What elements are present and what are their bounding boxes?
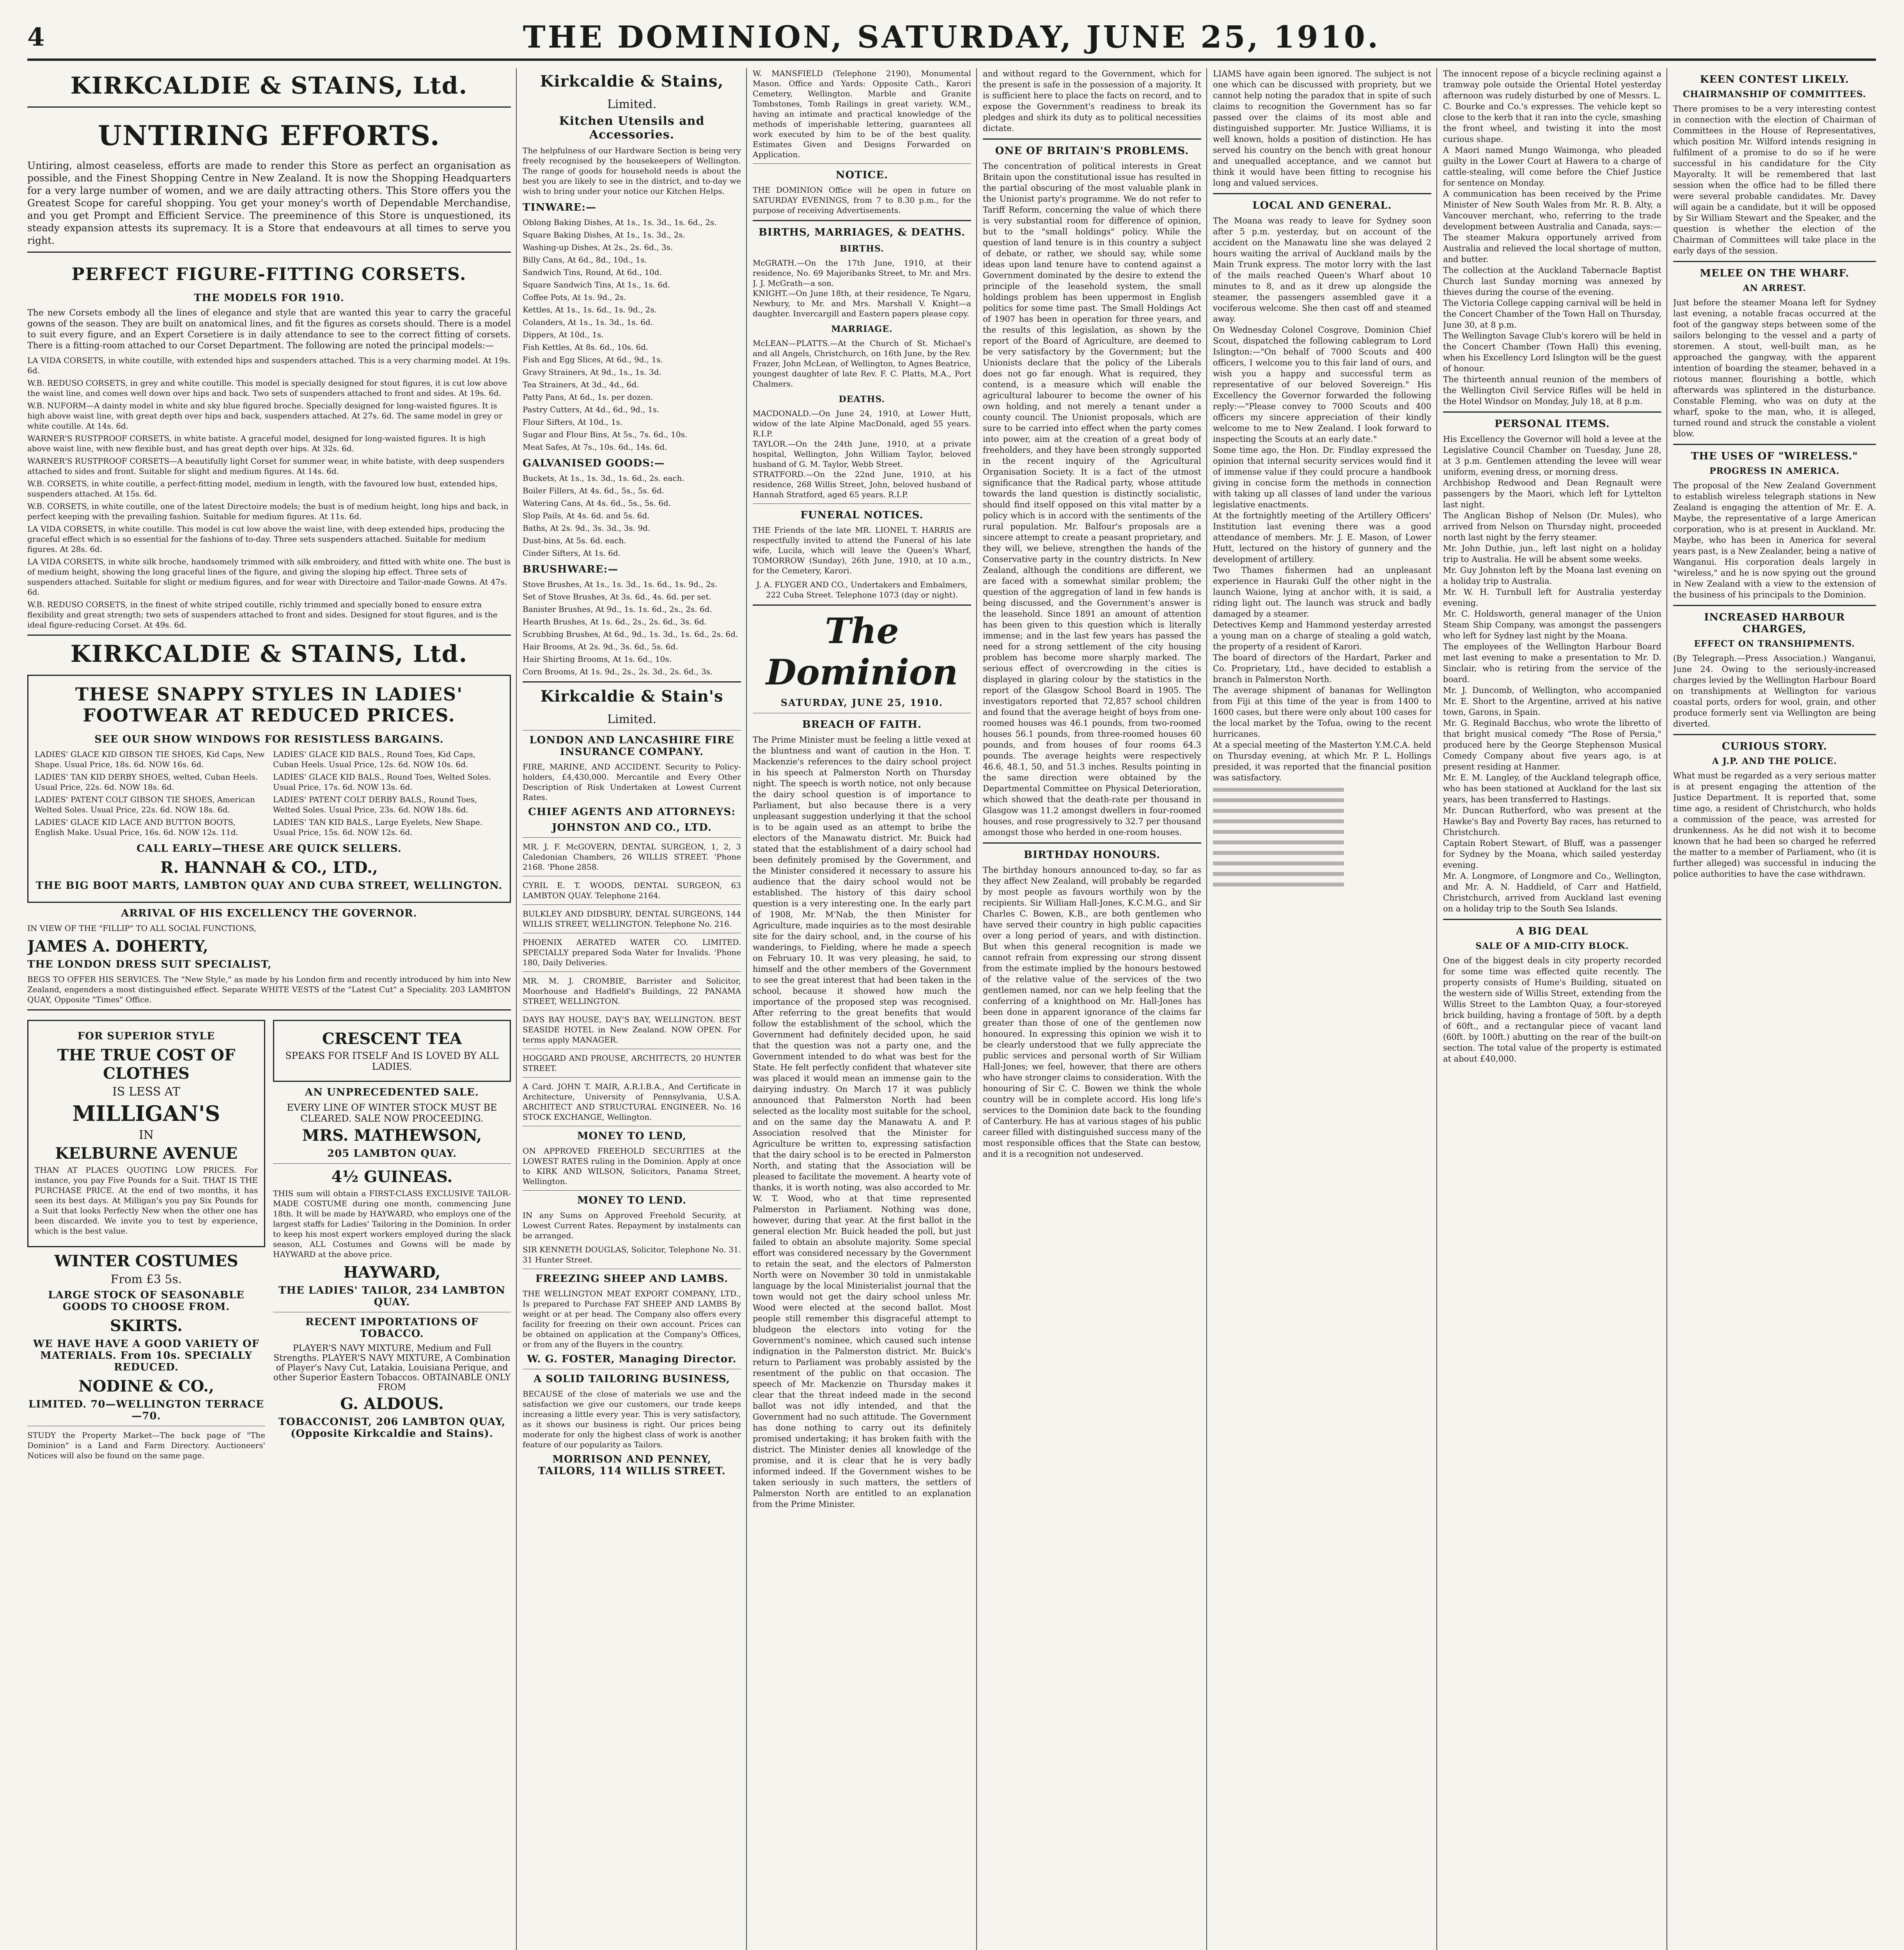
dominion-date: SATURDAY, JUNE 25, 1910. [780,697,943,708]
funeral-title: FUNERAL NOTICES. [800,509,924,521]
corset-item: W.B. REDUSO CORSETS, in grey and white coutille. This model is specially designed for stout figures, it is cut low above the waist line, and comes well down over hips and back. Two sets of suspenders attached to front and sides. At 19s. 6d. [27,378,507,398]
crombie-card: MR. M. J. CROMBIE, Barrister and Solicitor, Moorhouse and Hadfield's Buildings, 22 PANAMA STREET, WELLINGTON. [523,976,741,1006]
kitchen-body: The helpfulness of our Hardware Section is being very freely recognised by the housekeepers of Wellington. The range of goods for household needs is about the best you are likely to see in the district, and to-day we wish to bring under your notice our Kitchen Helps. [523,146,741,196]
column-kirkcaldie-ads [27,68,511,1950]
footwear-item: LADIES' GLACE KID BALS., Round Toes, Welted Soles. Usual Price, 17s. 6d. NOW 13s. 6d. [273,772,491,792]
divider [523,1190,741,1191]
masthead [27,16,1876,61]
brush-item: Banister Brushes, At 9d., 1s. 1s. 6d., 2s., 2s. 6d. [523,604,712,614]
divider [753,503,971,504]
local-body: The Moana was ready to leave for Sydney soon after 5 p.m. yesterday, but on account of the accident on the Manawatu line she was delayed 2 hours waiting the arrival of Auckland mails by the Main Trunk express. The motor lorry with the last of the mails reached Queen's Wharf about 10 minutes to 8, and as it drew up alongside the steamer, the passengers assembled gave it a vociferous welcome. She then cast off and steamed away. On Wednesday Colonel Cosgrove, Dominion Chief Scout, dispatched the following cablegram to Lord Islington:—"On behalf of 7000 Scouts and 400 officers, I welcome you to this fair land of ours, and wish you a happy and successful term as representative of our beloved Sovereign." His Excellency the Governor forwarded the following reply:—"Please convey to 7000 Scouts and 400 officers my sincere appreciation of their kindly welcome to me to New Zealand. I look forward to inspecting the Scouts at an early date." Some time ago, the Hon. Dr. Findlay expressed the opinion that internal security services would find it of immense value if they could procure a handbook giving in concise form the methods in connection with taking up all classes of land under the various legislative enactments. At the fortnightly meeting of the Artillery Officers' Institution last evening there was a good attendance of members. Mr. J. E. Mason, of Lower Hutt, lectured on the history of gunnery and the development of artillery. Two Thames fishermen had an unpleasant experience in Hauraki Gulf the other night in the launch Waione, lying at anchor with, it is said, a riding light out. The launch was struck and badly damaged by a steamer. Detectives Kemp and Hammond yesterday arrested a young man on a charge of stealing a gold watch, the property of a resident of Karori. The board of directors of the Hardart, Parker and Co. Proprietary, Ltd., have decided to establish a branch in Palmerston North. The average shipment of bananas for Wellington from Fiji at this time of the year is from 1400 to 1600 cases, but there were only about 100 cases for the local market by the Tofua, owing to the recent hurricanes. At a special meeting of the Masterton Y.M.C.A. held on Thursday evening, at which Mr. P. L. Hollings presided, it was reported that the financial position was satisfactory. [1213,216,1431,782]
corset-item: W.B. NUFORM—A dainty model in white and sky blue figured broche. Specially designed for long-waisted figures. It is high above waist line, with great depth over hips and back, suspenders attached. At 27s. 6d. The same model in grey or white coutille. At 14s. 6d. [27,401,502,431]
money-title: MONEY TO LEND, [577,1130,687,1142]
contest-title: KEEN CONTEST LIKELY. [1700,74,1849,85]
melee-body: Just before the steamer Moana left for Sydney last evening, a notable fracas occurred at the foot of the gangway steps between some of the sailors belonging to the vessel and a party of storemen. A stout, well-built man, as he approached the gangway, with the apparent intention of boarding the steamer, behaved in a riotous manner, flourishing a bottle, which afterwards was splintered in the disturbance. Constable Fleming, who was on duty at the wharf, spoke to the man, who, it is alleged, turned round and struck the constable a violent blow. [1673,298,1876,438]
milligan-in: IN [138,1128,154,1142]
divider [753,604,971,606]
column-rule [1436,68,1437,1950]
aldous-name: G. ALDOUS. [340,1395,444,1413]
kitchen-title: Kitchen Utensils and Accessories. [559,114,705,142]
wireless-body: The proposal of the New Zealand Government to establish wireless telegraph stations in New Zealand is engaging the attention of Mr. E. A. Maybe, the representative of a large American corporation, who is at present in Auckland. Mr. Maybe, who has been in America for several years past, is a New Zealander, being a native of Wanganui. His corporation deals largely in "wireless," and he is now spying out the ground in New Zealand with a view to the extension of the business of his principals to the Dominion. [1673,481,1876,599]
footwear-item: LADIES' TAN KID BALS., Large Eyelets, New Shape. Usual Price, 15s. 6d. NOW 12s. 6d. [273,817,483,837]
milligan-less: IS LESS AT [112,1085,180,1099]
meat-export-body: THE WELLINGTON MEAT EXPORT COMPANY, LTD., Is prepared to Purchase FAT SHEEP AND LAMBS By weight or at per head. The Company also offers every facility for freezing on their own account. Prices can be obtained on application at the Company's Offices, or from any of the Buyers in the country. [523,1289,741,1349]
guineas-body: THIS sum will obtain a FIRST-CLASS EXCLUSIVE TAILOR-MADE COSTUME during one month, commencing June 18th. It will be made by HAYWARD, who employs one of the largest staffs for Ladies' Tailoring in the Dominion. In order to keep his most expert workers employed during the slack season, ALL Costumes and Gowns will be made by HAYWARD at the above price. [273,1189,511,1259]
corset-item: WARNER'S RUSTPROOF CORSETS, in white batiste. A graceful model, designed for long-waisted figures. It is high above waist line, with new flexible bust, and has great depth over hips. At 32s. 6d. [27,434,486,453]
woods-card: CYRIL E. T. WOODS, DENTAL SURGEON, 63 LAMBTON QUAY. Telephone 2164. [523,881,741,900]
tinware-item: Washing-up Dishes, At 2s., 2s. 6d., 3s. [523,243,673,252]
birthday-body: The birthday honours announced to-day, so far as they affect New Zealand, will probably be regarded by most people as favours worthily won by the recipients. Sir William Hall-Jones, K.C.M.G., and Sir Charles C. Bowen, K.B., are both gentlemen who have served their country in high public capacities over a long period of years, and with distinction. But when this general recognition is made we cannot refrain from expressing our strong dissent from the estimate implied by the honours bestowed of the relative value of the services of the two gentlemen named, nor can we help feeling that the conferring of a knighthood on Mr. Hall-Jones has been done in apparent ignorance of the claims far greater than those of one of the gentlemen now honoured. In expressing this opinion we wish it to be clearly understood that we fully appreciate the public services and personal worth of Sir William Hall-Jones; we feel, however, that there are others who have stronger claims to consideration. With the honouring of Sir C. C. Bowen we think the whole country will be in complete accord. His long life's services to the Dominion date back to the founding of Canterbury. He has at various stages of his public career filled with distinguished success many of the most responsible offices that the State can bestow, and it is a recognition not undeserved. [983,865,1201,1159]
skirts-title: SKIRTS. [110,1317,183,1335]
column-local-general [1213,68,1431,1950]
corset-item: LA VIDA CORSETS, in white silk broche, handsomely trimmed with silk embroidery, and fitted with white one. The bust is of medium height, showing the long graceful lines of the figure, and giving the sloping hip effect. Three sets of suspenders attached. Suitable for slight or medium figures, and for wear with Directoire and Tailor-made Gowns. At 47s. 6d. [27,557,511,597]
hayward-name: HAYWARD, [343,1263,441,1282]
footwear-item: LADIES' GLACE KID BALS., Round Toes, Kid Caps, Cuban Heels. Usual Price, 12s. 6d. NOW 10s. 6d. [273,750,476,769]
winter-from: From £3 5s. [110,1273,182,1286]
tobacco-body: PLAYER'S NAVY MIXTURE, Medium and Full Strengths. PLAYER'S NAVY MIXTURE, A Combination of Player's Navy Cut, Latakia, Louisiana Perique, and other Superior Eastern Tobaccos. OBTAINABLE ONLY FROM [273,1344,511,1392]
kirkcaldie-header: KIRKCALDIE & STAINS, Ltd. [70,72,468,99]
deaths-body: MACDONALD.—On June 24, 1910, at Lower Hutt, widow of the late Alpine MacDonald, aged 55 years. R.I.P. TAYLOR.—On the 24th June, 1910, at a private hospital, Wellington, John William Taylor, beloved husband of G. M. Taylor, Webb Street. STRATFORD.—On the 22nd June, 1910, at his residence, 268 Willis Street, John, beloved husband of Hannah Stratford, aged 65 years. R.I.P. [753,409,971,499]
tinware-item: Coffee Pots, At 1s. 9d., 2s. [523,292,626,302]
galv-item: Baths, At 2s. 9d., 3s. 3d., 3s. 9d. [523,523,651,533]
breach-body: The Prime Minister must be feeling a little vexed at the bluntness and want of caution in the Hon. T. Mackenzie's references to the dairy school project in his speech at Palmerston North on Thursday night. The speech is worth notice, not only because the dairy school question is of importance to Parliament, but also because there is a very unpleasant suggestion underlying it that the school is to be again used as an attempt to bribe the electors of the Manawatu district. Mr. Buick had stated that the establishment of a dairy school had been definitely promised by the Government, and the Minister considered it necessary to assure his audience that the dairy school would not be established. The history of this dairy school question is a very interesting one. In the early part of 1908, Mr. M'Nab, the then Minister for Agriculture, made inquiries as to the most desirable site for the dairy school, and, in the course of his wanderings, to Fielding, where he made a speech on February 10. It was very pleasing, he said, to himself and the other members of the Government to see the great interest that had been taken in the school, because it showed how much the importance of the proposed step was recognised. After referring to the great benefits that would follow the establishment of the school, which the Government had definitely decided upon, he said that the question was not a party one, and the Government intended to do what was best for the State. He felt perfectly confident that whatever site was placed it would mean an immense gain to the dairying industry. On March 17 it was publicly announced that Palmerston North had been selected as the locality most suitable for the school, and on the same day the Manawatu A. and P. Association resolved that the Minister for Agriculture be written to, expressing satisfaction that the dairy school is to be erected in Palmerston North, and stating that the Association will be pleased to facilitate the movement. A hearty vote of thanks, it is worth noting, was also accorded to Mr. W. T. Wood, who at that time represented Palmerston in Parliament. Nothing was done, however, during that year. At the first ballot in the general election Mr. Buick headed the poll, but just failed to obtain an absolute majority. Some special effort was considered necessary by the Government to retain the seat, and the electors of Palmerston North were on November 30 told in unmistakable language by the local Ministerialist journal that the town would not get the dairy school unless Mr. Wood were elected at the second ballot. Most people still remember this disgraceful attempt to bludgeon the electors into voting for the Government's nominee, which caused such intense indignation in the Palmerston district. Mr. Buick's return to Parliament was probably assisted by the resentment of the public on that occasion. The speech of Mr. Mackenzie on Thursday makes it clear that the threat indeed made in the second ballot was not idly intended, and that the Government had no such attitude. The Government has done nothing to carry out its definitely promised undertaking; it has broken faith with the district. The Minister denies all knowledge of the promise, and it is clear that he is very badly informed indeed. If the Government wishes to be taken seriously in such matters, the settlers of Palmerston North are entitled to an explanation from the Prime Minister. [753,735,971,1509]
dominion-title: The Dominion [766,610,958,693]
lower-ads-left [27,1015,265,1464]
footwear-title: THESE SNAPPY STYLES IN LADIES' FOOTWEAR AT REDUCED PRICES. [75,684,463,726]
column-rule [976,68,977,1950]
milligan-place: KELBURNE AVENUE [55,1144,238,1163]
agents-name: JOHNSTON AND CO., LTD. [552,822,712,833]
brush-head: BRUSHWARE:— [523,564,619,575]
divider [1213,193,1431,194]
big-deal-body: One of the biggest deals in city property recorded for some time was effected quite recently. The property consists of Hume's Building, situated on the western side of Willis Street, extending from the Willis Street to the Lambton Quay, a four-storeyed brick building, having a frontage of 50ft. by a depth of 60ft., and a rectangular piece of vacant land (60ft. by 100ft.) abutting on the rear of the built-on section. The total value of the property is estimated at about £40,000. [1443,956,1661,1064]
footwear-right [273,749,503,840]
footwear-call: CALL EARLY—THESE ARE QUICK SELLERS. [137,843,402,854]
divider [273,1163,511,1164]
corset-item: W.B. REDUSO CORSETS, in the finest of white striped coutille, richly trimmed and specially boned to ensure extra flexibility and great strength; two sets of suspenders attached to front and sides. Designed for stout figures, and is the ideal figure-reducing Corset. At 49s. 6d. [27,600,498,629]
tinware-item: Gravy Strainers, At 9d., 1s., 1s. 3d. [523,367,662,377]
brush-item: Scrubbing Brushes, At 6d., 9d., 1s. 3d., 1s. 6d., 2s. 6d. [523,629,738,639]
galv-item: Slop Pails, At 4s. 6d. and 5s. 6d. [523,511,650,520]
local-continued: The innocent repose of a bicycle reclining against a tramway pole outside the Oriental Hotel yesterday afternoon was rudely disturbed by one of Messrs. L. C. Bourke and Co.'s expresses. The vehicle kept so close to the kerb that it ran into the cycle, smashing the front wheel, and twisting it into the most curious shape. A Maori named Mungo Waimonga, who pleaded guilty in the Lower Court at Hawera to a charge of cattle-stealing, will come before the Chief Justice for sentence on Monday. A communication has been received by the Prime Minister of New South Wales from Mr. R. B. Alty, a Vancouver merchant, who, referring to the trade development between Australia and Canada, says:—The steamer Makura opportunely arrived from Australia and relieved the local shortage of mutton, and butter. The collection at the Auckland Tabernacle Baptist Church last Sunday morning was annexed by thieves during the course of the evening. The Victoria College capping carnival will be held in the Concert Chamber of the Town Hall on Thursday, June 30, at 8 p.m. The Wellington Savage Club's korero will be held in the Concert Chamber (Town Hall) this evening, when his Excellency Lord Islington will be the guest of honour. The thirteenth annual reunion of the members of the Wellington Civil Service Rifles will be held in the Hotel Windsor on Monday, July 18, at 8 p.m. [1443,69,1661,406]
kirk-limited-2: Limited. [607,713,657,726]
melee-sub: AN ARREST. [1743,283,1806,293]
contest-body: There promises to be a very interesting contest in connection with the election of Chairman of Committees in the House of Representatives, which position Mr. Wilford intends resigning in fulfilment of a promise to do so if he were successful in his candidature for the City Mayoralty. It will be remembered that last session when the office had to be filled there were several probable candidates. Mr. Davey will again be a candidate, but it will be opposed by Sir William Stewart and the Speaker, and the question is whether the election of the Chairman of Committees will take place in the early days of the session. [1673,104,1876,255]
sale-title: AN UNPRECEDENTED SALE. [305,1087,479,1098]
big-deal-title: A BIG DEAL [1516,925,1588,937]
winter-title: WINTER COSTUMES [54,1252,238,1270]
agents-title: CHIEF AGENTS AND ATTORNEYS: [528,806,736,818]
text-continuation [1213,788,1431,886]
tailor-title: A SOLID TAILORING BUSINESS, [534,1373,730,1385]
study-note: STUDY the Property Market—The back page of "The Dominion" is a Land and Farm Directory. Auctioneers' Notices will also be found on the same page. [27,1431,265,1460]
foster-sign: W. G. FOSTER, Managing Director. [527,1353,737,1365]
notice-body: THE DOMINION Office will be open in future on SATURDAY EVENINGS, from 7 to 8.30 p.m., for the purpose of receiving Advertisements. [753,185,971,215]
column-notices-editorial [753,68,971,1950]
footwear-item: LADIES' GLACE KID LACE AND BUTTON BOOTS, English Make. Usual Price, 16s. 6d. NOW 12s. 11d. [35,817,239,837]
tinware-item: Meat Safes, At 7s., 10s. 6d., 14s. 6d. [523,442,667,452]
morrison-sign: MORRISON AND PENNEY, TAILORS, 114 WILLIS STREET. [538,1454,726,1477]
marriage-title: MARRIAGE. [831,324,893,334]
milligan-lead: FOR SUPERIOR STYLE [77,1030,215,1042]
footwear-item: LADIES' TAN KID DERBY SHOES, welted, Cuban Heels. Usual Price, 22s. 6d. NOW 18s. 6d. [35,772,258,792]
governor-title: ARRIVAL OF HIS EXCELLENCY THE GOVERNOR. [121,908,417,919]
divider [27,1009,511,1010]
corset-item: W.B. CORSETS, in white coutille, one of the latest Directoire models; the bust is of medium height, long hips and back, in perfect keeping with the prevailing fashion. Suitable for medium figures. At 11s. 6d. [27,502,509,521]
tinware-item: Square Sandwich Tins, At 1s., 1s. 6d. [523,280,670,289]
tinware-item: Tea Strainers, At 3d., 4d., 6d. [523,380,639,389]
flyger-card: J. A. FLYGER AND CO., Undertakers and Embalmers, 222 Cuba Street. Telephone 1073 (day or night). [756,580,968,599]
money-title-2: MONEY TO LEND. [577,1195,687,1206]
tinware-item: Billy Cans, At 6d., 8d., 10d., 1s. [523,255,647,264]
column-rule [1666,68,1667,1950]
galv-head: GALVANISED GOODS:— [523,457,665,469]
tinware-item: Patty Pans, At 6d., 1s. per dozen. [523,392,653,402]
untiring-body: Untiring, almost ceaseless, efforts are made to render this Store as perfect an organisation as possible, and the Finest Shopping Centre in New Zealand. It is now the Shopping Headquarters for a very large number of women, and we are daily attracting others. This Store offers you the Greatest Scope for careful shopping. You get your money's worth of Dependable Merchandise, and you get Prompt and Efficient Service. The preeminence of this Store is unquestioned, its steady expansion attests its supremacy. It is a Store that endeavours at all times to serve you right. [27,160,511,246]
doherty-body: BEGS TO OFFER HIS SERVICES. The "New Style," as made by his London firm and recently introduced by him into New Zealand, engenders a most distinguished effect. Separate WHITE VESTS of the "Latest Cut" a Speciality. 203 LAMBTON QUAY, Opposite "Times" Office. [27,975,511,1004]
divider [27,635,511,636]
brush-item: Hair Shirting Brooms, At 1s. 6d., 10s. [523,654,672,664]
money-body: ON APPROVED FREEHOLD SECURITIES at the LOWEST RATES ruling in the Dominion. Apply at once to KIRK AND WILSON, Solicitors, Panama Street, Wellington. [523,1146,741,1186]
doherty-tag: THE LONDON DRESS SUIT SPECIALIST, [27,959,272,970]
personal-body: His Excellency the Governor will hold a levee at the Legislative Council Chamber on Tuesday, June 28, at 3 p.m. Gentlemen attending the levee will wear uniform, evening dress, or morning dress. Archbishop Redwood and Dean Regnault were passengers by the Maori, which left for Lyttelton last night. The Anglican Bishop of Nelson (Dr. Mules), who arrived from Nelson on Thursday night, proceeded north last night by the ferry steamer. Mr. John Duthie, jun., left last night on a holiday trip to Australia. He will be absent some weeks. Mr. Guy Johnston left by the Moana last evening on a holiday trip to Australia. Mr. W. H. Turnbull left for Australia yesterday evening. Mr. C. Holdsworth, general manager of the Union Steam Ship Company, was amongst the passengers who left for Sydney last night by the Moana. The employees of the Wellington Harbour Board met last evening to make a presentation to Mr. D. Sinclair, who is retiring from the service of the board. Mr. J. Duncomb, of Wellington, who accompanied Mr. E. Short to the Argentine, arrived at his native town, Garons, in Spain. Mr. G. Reginald Bacchus, who wrote the libretto of that bright musical comedy "The Rose of Persia," produced here by the George Stephenson Musical Comedy Company about five years ago, is at present residing at Hanmer. Mr. E. M. Langley, of the Auckland telegraph office, who has been stationed at Auckland for the last six years, has been transferred to Hastings. Mr. Duncan Rutherford, who was present at the Hawke's Bay and Poverty Bay races, has returned to Christchurch. Captain Robert Stewart, of Bluff, was a passenger for Sydney by the Moana, which sailed yesterday evening. Mr. A. Longmore, of Longmore and Co., Wellington, and Mr. A. N. Haddield, of Carr and Hatfield, Christchurch, arrived from Auckland last evening on a holiday trip to the South Sea Islands. [1443,434,1661,913]
deaths-title: DEATHS. [839,394,885,404]
divider [983,138,1201,140]
masthead-title: THE DOMINION, SATURDAY, JUNE 25, 1910. [523,19,1381,55]
wireless-title: THE USES OF "WIRELESS." [1691,450,1858,462]
column-rule [746,68,747,1950]
galv-item: Cinder Sifters, At 1s. 6d. [523,548,621,558]
nodine-address: LIMITED. 70—WELLINGTON TERRACE—70. [28,1399,264,1422]
local-title: LOCAL AND GENERAL. [1252,200,1392,211]
money-body-2: IN any Sums on Approved Freehold Security, at Lowest Current Rates. Repayment by instalments can be arranged. [523,1211,741,1240]
column-rule [516,68,517,1950]
kenneth-card: SIR KENNETH DOUGLAS, Solicitor, Telephone No. 31. 31 Hunter Street. [523,1245,741,1264]
freezing-title: FREEZING SHEEP AND LAMBS. [535,1273,729,1285]
contest-sub: CHAIRMANSHIP OF COMMITTEES. [1682,89,1866,99]
galv-item: Boiler Fillers, At 4s. 6d., 5s., 5s. 6d. [523,486,665,495]
galv-item: Watering Cans, At 4s. 6d., 5s., 5s. 6d. [523,498,671,508]
corset-item: LA VIDA CORSETS, in white coutille, with extended hips and suspenders attached. This is a very charming model. At 19s. 6d. [27,356,511,375]
tinware-item: Sandwich Tins, Round, At 6d., 10d. [523,268,662,277]
mathewson-address: 205 LAMBTON QUAY. [327,1148,457,1159]
divider [1443,919,1661,920]
divider [1673,261,1876,262]
page-number: 4 [27,22,45,52]
breach-continued: and without regard to the Government, which for the present is safe in the possession of a majority. It is sufficient here to place the facts on record, and to expose the Government's readiness to break its pledges and shirk its duty as to political necessities dictate. [983,69,1201,133]
footwear-item: LADIES' GLACE KID GIBSON TIE SHOES, Kid Caps, New Shape. Usual Price, 18s. 6d. NOW 16s. 6d. [35,750,265,769]
brush-item: Hearth Brushes, At 1s. 6d., 2s., 2s. 6d., 3s. 6d. [523,617,707,626]
galv-item: Dust-bins, At 5s. 6d. each. [523,536,626,545]
divider [523,1077,741,1078]
footwear-subtitle: SEE OUR SHOW WINDOWS FOR RESISTLESS BARGAINS. [94,734,444,745]
london-body: FIRE, MARINE, AND ACCIDENT. Security to Policy-holders, £4,430,000. Mercantile and Every Other Description of Risk Undertaken at Lowest Current Rates. [523,762,741,802]
births-body: McGRATH.—On the 17th June, 1910, at their residence, No. 69 Majoribanks Street, to Mr. and Mrs. J. J. McGrath—a son. KNIGHT.—On June 18th, at their residence, Te Ngaru, Newbury, to Mr. and Mrs. Marshall V. Knight—a daughter. Invercargill and Eastern papers please copy. [753,258,971,318]
phoenix-card: PHOENIX AERATED WATER CO. LIMITED. SPECIALLY prepared Soda Water for Invalids. 'Phone 180, Daily Deliveries. [523,938,741,967]
curious-sub: A J.P. AND THE POLICE. [1712,756,1837,766]
tinware-item: Fish Kettles, At 8s. 6d., 10s. 6d. [523,342,649,352]
melee-title: MELEE ON THE WHARF. [1700,268,1849,279]
skirts-body: WE HAVE HAVE A GOOD VARIETY OF MATERIALS. From 10s. SPECIALLY REDUCED. [33,1338,260,1373]
lower-ads-right [273,1015,511,1464]
guineas-title: 4½ GUINEAS. [331,1168,453,1186]
column-news-briefs [1673,68,1876,1950]
kirk-header: Kirkcaldie & Stains, [540,72,724,90]
divider [27,252,511,253]
britain-title: ONE OF BRITAIN'S PROBLEMS. [995,145,1189,157]
mair-card: A Card. JOHN T. MAIR, A.R.I.B.A., And Certificate in Architecture, University of Pennsylvania, U.S.A. ARCHITECT AND STRUCTURAL ENGINEER. No. 16 STOCK EXCHANGE, Wellington. [523,1082,741,1122]
divider [1673,605,1876,606]
crescent-ad [273,1020,511,1082]
footwear-item: LADIES' PATENT COLT DERBY BALS., Round Toes, Welted Soles. Usual Price, 23s. 6d. NOW 18s. 6d. [273,795,477,814]
britain-body: The concentration of political interests in Great Britain upon the constitutional issue has resulted in the partial obscuring of the most valuable plank in the Unionist party's programme. We do not refer to Tariff Reform, concerning the value of which there is very substantial room for difference of opinion, but to the "small holdings" policy. While the question of land tenure is in this country a subject of debate, or rather, we should say, while some ideas upon land tenure have to contend against a Government dominated by the desire to extend the principle of the leasehold system, the small holdings problem has been uppermost in English politics for some time past. The Small Holdings Act of 1907 has been in operation for three years, and the results of this legislation, as shown by the report of the Board of Agriculture, are deemed to be very satisfactory by the Government; but the Unionists declare that the policy of the Liberals does not go far enough. What is required, they contend, is a measure which will enable the agricultural labourer to become the owner of his own holding, and not merely a tenant under a county council. The Unionist proposals, which are sure to be carried into effect when the party comes into power, aim at the creation of a great body of freeholders, and they have been strongly supported in the recent inquiry of the Agricultural Organisation Society. It is a fact of the utmost significance that the Radical party, whose attitude towards the land question is distinctly socialistic, should find itself opposed on this vital matter by a policy which is in accord with the sentiments of the rural population. Mr. Balfour's proposals are a sincere attempt to create a peasant proprietary, and they will, we believe, strengthen the hands of the Conservative party in the country districts. In New Zealand, although the conditions are different, we are faced with a somewhat similar problem; the question of the aggregation of land in few hands is being discussed, and the Government's answer is the leasehold. Since 1891 an amount of attention has been given to this question which is literally immense; and in the last few years has passed the need for a strong settlement of the city housing problem has become more sharply marked. The serious effect of overcrowding in the cities is displayed in glaring colour by the statistics in the report of the Glasgow School Board in 1905. The investigators reported that 72,857 school children and found that the average height of boys from one-roomed houses was 46.1 pounds, from two-roomed houses 56.1 pounds, from three-roomed houses 60 pounds, and from houses of four rooms 64.3 pounds. The average heights were respectively 46.6, 48.1, 50, and 51.3 inches. Results pointing in the same direction were obtained by the Departmental Committee on Physical Deterioration, which showed that the death-rate per thousand in Glasgow was 11.2 amongst dwellers in four-roomed houses, and rose progressively to 32.7 per thousand amongst those who herded in one-room houses. [983,161,1201,837]
corsets-subtitle: THE MODELS FOR 1910. [194,292,344,304]
breach-title: BREACH OF FAITH. [802,719,922,730]
milligan-name: MILLIGAN'S [72,1101,220,1126]
births-title: BIRTHS. [840,244,884,254]
sale-body: EVERY LINE OF WINTER STOCK MUST BE CLEARED. SALE NOW PROCEEDING. [287,1102,497,1124]
brush-item: Corn Brooms, At 1s. 9d., 2s., 2s. 3d., 2s. 6d., 3s. [523,667,713,676]
divider [983,842,1201,844]
brush-item: Set of Stove Brushes, At 3s. 6d., 4s. 6d. per set. [523,592,711,601]
crescent-body: SPEAKS FOR ITSELF And IS LOVED BY ALL LADIES. [285,1050,499,1072]
footwear-list [35,749,503,840]
funeral-body: THE Friends of the late MR. LIONEL T. HARRIS are respectfully invited to attend the Funeral of his late wife, Lucila, which will leave the Queen's Wharf, TOMORROW (Sunday), 26th June, 1910, at 10 a.m., for the Cemetery, Karori. [753,525,971,575]
honours-continued: LIAMS have again been ignored. The subject is not one which can be discussed with propriety, but we cannot help noting the paradox that in spite of such claims to recognition the Government has so far passed over the claims of its most able and distinguished supporter. Mr. Justice Williams, it is well known, holds a position of distinction. He has served his country on the bench with great honour and unequalled acceptance, and we cannot but think it would have been fitting to recognise his long and valued services. [1213,69,1431,188]
kirk-header-2: Kirkcaldie & Stain's [540,687,723,706]
divider [1673,444,1876,445]
divider [523,837,741,838]
tinware-item: Kettles, At 1s., 1s. 6d., 1s. 9d., 2s. [523,305,657,314]
divider [1443,411,1661,413]
brush-item: Hair Brooms, At 2s. 9d., 3s. 6d., 5s. 6d. [523,642,678,651]
corset-item: W.B. CORSETS, in white coutille, a perfect-fitting model, medium in length, with the favoured low bust, extended hips, suspenders attached. At 15s. 6d. [27,479,498,498]
column-kitchen-utensils [523,68,741,1950]
kirkcaldie-header-2: KIRKCALDIE & STAINS, Ltd. [70,640,468,668]
corset-item: LA VIDA CORSETS, in white coutille. This model is cut low above the waist line, with deep extended hips, producing the graceful effect which is so essential for the fashions of to-day. Three sets suspenders attached. Suitable for medium figures. At 28s. 6d. [27,524,505,554]
aldous-address: TOBACCONIST, 206 LAMBTON QUAY, (Opposite Kirkcaldie and Stains). [278,1416,506,1439]
hoggard-card: HOGGARD AND PROUSE, ARCHITECTS, 20 HUNTER STREET. [523,1053,741,1073]
kirk-limited: Limited. [607,98,657,111]
mathewson-name: MRS. MATHEWSON, [302,1126,482,1145]
crescent-title: CRESCENT TEA [322,1030,462,1048]
curious-title: CURIOUS STORY. [1721,741,1828,752]
curious-body: What must be regarded as a very serious matter is at present engaging the attention of the Justice Department. It is reported that, some time ago, a resident of Christchurch, who holds a commission of the peace, was arrested for drunkenness. As he did not wish it to become known that he had been so charged he referred the matter to a member of Parliament, who (it is further alleged) was successful in inducing the police authorities to have the case withdrawn. [1673,771,1876,879]
column-personal-items [1443,68,1661,1950]
mcgovern-card: MR. J. F. McGOVERN, DENTAL SURGEON, 1, 2, 3 Caledonian Chambers, 26 WILLIS STREET. 'Phone 2168. 'Phone 2858. [523,842,741,872]
bulkley-card: BULKLEY AND DIDSBURY, DENTAL SURGEONS, 144 WILLIS STREET, WELLINGTON. Telephone No. 216. [523,909,741,929]
tinware-item: Oblong Baking Dishes, At 1s., 1s. 3d., 1s. 6d., 2s. [523,218,717,227]
column-editorial-continued [983,68,1201,1950]
birthday-title: BIRTHDAY HONOURS. [1023,849,1161,861]
nodine-name: NODINE & CO., [78,1377,214,1395]
harbour-title: INCREASED HARBOUR CHARGES, [1704,612,1845,635]
divider [753,163,971,164]
tobacco-title: RECENT IMPORTATIONS OF TOBACCO. [305,1316,479,1340]
tailor-body: BECAUSE of the close of materials we use and the satisfaction we give our customers, our trade keeps increasing a little every year. This is very satisfactory, as it shows our business is right. Our prices being moderate for only the highest class of work is another feature of our popularity as Tailors. [523,1389,741,1449]
lower-ads [27,1015,511,1464]
tinware-item: Pastry Cutters, At 4d., 6d., 9d., 1s. [523,405,659,414]
tinware-item: Sugar and Flour Bins, At 5s., 7s. 6d., 10s. [523,430,688,439]
personal-title: PERSONAL ITEMS. [1494,418,1610,430]
divider [27,106,511,108]
notice-title: NOTICE. [835,169,888,181]
divider [523,681,741,682]
harbour-sub: EFFECT ON TRANSHIPMENTS. [1694,639,1855,649]
hannah-name: R. HANNAH & CO., LTD., [160,858,378,877]
divider [1673,734,1876,735]
marriage-body: McLEAN—PLATTS.—At the Church of St. Michael's and all Angels, Christchurch, on 16th June, by the Rev. Frazer, John McLean, of Wellington, to Agnes Beatrice, youngest daughter of late Rev. F. C. Platts, M.A., Port Chalmers. [753,339,971,388]
divider [523,971,741,972]
london-title: LONDON AND LANCASHIRE FIRE INSURANCE COMPANY. [529,734,734,758]
governor-body: IN VIEW OF THE "FILLIP" TO ALL SOCIAL FUNCTIONS, [27,924,257,933]
winter-body: LARGE STOCK OF SEASONABLE GOODS TO CHOOSE FROM. [48,1289,245,1313]
footwear-ad [27,675,511,903]
newspaper-page [27,16,1876,1950]
tinware-item: Colanders, At 1s., 1s. 3d., 1s. 6d. [523,317,653,327]
corsets-title: PERFECT FIGURE-FITTING CORSETS. [71,264,467,284]
doherty-name: JAMES A. DOHERTY, [27,937,208,956]
bmd-title: BIRTHS, MARRIAGES, & DEATHS. [758,227,966,238]
tinware-item: Flour Sifters, At 10d., 1s. [523,417,623,427]
milligan-body: THAN AT PLACES QUOTING LOW PRICES. For instance, you pay Five Pounds for a Suit. THAT IS THE PURCHASE PRICE. At the end of two months, it has seen its best days. At Milligan's you pay Six Pounds for a Suit that looks Perfectly New when the other one has been discarded. We invite you to test by experience, which is the best value. [35,1165,258,1236]
harbour-body: (By Telegraph.—Press Association.) Wanganui, June 24. Owing to the seriously-increased charges levied by the Wellington Harbour Board on transhipments at Wellington for various coastal ports, orders for wool, grain, and other produce formerly sent via Wellington are being diverted. [1673,654,1876,729]
mansfield-card: W. MANSFIELD (Telephone 2190), Monumental Mason. Office and Yards: Opposite Cath., Karori Cemetery, Wellington. Marble and Granite Tombstones, Tomb Railings in great variety. W.M., having an intimate and practical knowledge of the methods of imperishable lettering, guarantees all work executed by him to be of the best quality. Estimates Given and Designs Forwarded on Application. [753,69,971,159]
divider [523,904,741,905]
milligan-ad [27,1020,265,1247]
big-deal-sub: SALE OF A MID-CITY BLOCK. [1475,941,1629,951]
footwear-left [35,749,265,840]
untiring-title: UNTIRING EFFORTS. [98,119,441,152]
days-bay-card: DAYS BAY HOUSE, DAY'S BAY, WELLINGTON. BEST SEASIDE HOTEL in New Zealand. NOW OPEN. For terms apply MANAGER. [523,1015,741,1044]
galv-item: Buckets, At 1s., 1s. 3d., 1s. 6d., 2s. each. [523,473,684,483]
corsets-intro: The new Corsets embody all the lines of elegance and style that are wanted this year to carry the graceful gowns of the season. They are built on anatomical lines, and fit the figures as corsets should. There is a model to suit every figure, and an Expert Corsetiere is in daily attendance to see to the correct fitting of corsets. There is a fitting-room attached to our Corset Department. The following are noted the principal models:— [27,308,511,351]
brush-item: Stove Brushes, At 1s., 1s. 3d., 1s. 6d., 1s. 9d., 2s. [523,580,718,589]
wireless-sub: PROGRESS IN AMERICA. [1709,466,1840,476]
tinware-item: Fish and Egg Slices, At 6d., 9d., 1s. [523,355,663,364]
milligan-cost: THE TRUE COST OF CLOTHES [57,1046,236,1083]
column-rule [1206,68,1207,1950]
columns-grid [27,68,1876,1950]
tinware-head: TINWARE:— [523,202,597,213]
footwear-item: LADIES' PATENT COLT GIBSON TIE SHOES, American Welted Soles. Usual Price, 22s. 6d. NOW 18s. 6d. [35,795,255,814]
corset-item: WARNER'S RUSTPROOF CORSETS—A beautifully light Corset for summer wear, in white batiste, with deep suspenders attached to sides and front. Suitable for slight and medium figures. At 14s. 6d. [27,456,505,476]
hayward-address: THE LADIES' TAILOR, 234 LAMBTON QUAY. [278,1285,505,1308]
tinware-item: Square Baking Dishes, At 1s., 1s. 3d., 2s. [523,230,685,239]
divider [753,220,971,221]
hannah-address: THE BIG BOOT MARTS, LAMBTON QUAY AND CUBA STREET, WELLINGTON. [35,880,503,892]
tinware-item: Dippers, At 10d., 1s. [523,330,604,339]
